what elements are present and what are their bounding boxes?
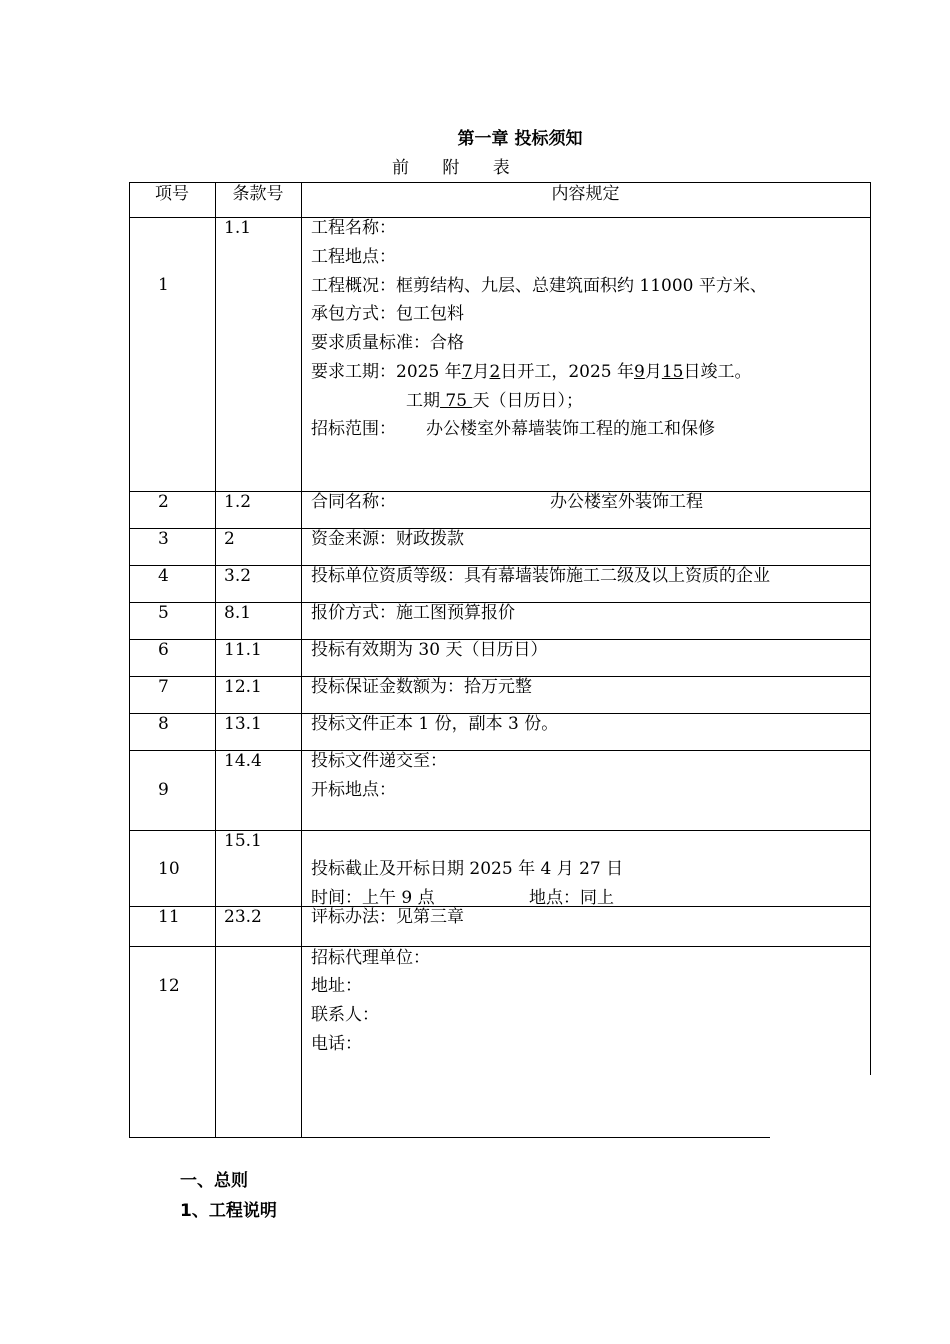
header-content: 内容规定 — [551, 184, 620, 204]
row6-no: 6 — [158, 640, 169, 660]
row1-project-name: 工程名称： — [311, 218, 396, 238]
row2-contract-label: 合同名称： — [311, 492, 396, 512]
row1-scope-label: 招标范围： — [311, 419, 396, 439]
row1-project-location: 工程地点： — [311, 247, 396, 267]
row7-no: 7 — [158, 677, 169, 697]
row9-no: 9 — [158, 780, 169, 800]
row1-quality-standard: 要求质量标准：合格 — [311, 333, 464, 353]
row4-no: 4 — [158, 566, 169, 586]
row10-deadline: 投标截止及开标日期 2025 年 4 月 27 日 — [311, 859, 624, 879]
row7-content: 投标保证金数额为：拾万元整 — [311, 677, 532, 697]
row6-content: 投标有效期为 30 天（日历日） — [311, 640, 548, 660]
row2-no: 2 — [158, 492, 169, 512]
row4-content: 投标单位资质等级：具有幕墙装饰施工二级及以上资质的企业 — [311, 566, 770, 586]
header-clause-no: 条款号 — [232, 184, 284, 204]
row5-clause: 8.1 — [224, 603, 252, 623]
section-project-description: 1、工程说明 — [180, 1201, 277, 1221]
row12-agency: 招标代理单位： — [311, 948, 430, 968]
row10-clause: 15.1 — [224, 831, 262, 851]
row7-clause: 12.1 — [224, 677, 262, 697]
row8-content: 投标文件正本 1 份，副本 3 份。 — [311, 714, 559, 734]
row12-no: 12 — [158, 976, 180, 996]
row9-opening-location: 开标地点： — [311, 780, 396, 800]
chapter-title: 第一章 投标须知 — [457, 129, 583, 149]
row4-clause: 3.2 — [224, 566, 252, 586]
row6-clause: 11.1 — [224, 640, 262, 660]
row1-contract-mode: 承包方式：包工包料 — [311, 304, 464, 324]
row8-clause: 13.1 — [224, 714, 262, 734]
row3-clause: 2 — [224, 529, 235, 549]
row5-content: 报价方式：施工图预算报价 — [311, 603, 515, 623]
row8-no: 8 — [158, 714, 169, 734]
section-general: 一、总则 — [180, 1171, 248, 1191]
row11-content: 评标办法：见第三章 — [311, 907, 464, 927]
row9-clause: 14.4 — [224, 751, 262, 771]
row1-schedule: 要求工期：2025 年7月2日开工，2025 年9月15日竣工。 — [311, 362, 752, 382]
row12-phone: 电话： — [311, 1034, 362, 1054]
row10-place: 地点：同上 — [529, 888, 614, 906]
row1-scope-value: 办公楼室外幕墙装饰工程的施工和保修 — [426, 419, 715, 439]
row3-content: 资金来源：财政拨款 — [311, 529, 464, 549]
row12-address: 地址： — [311, 976, 362, 996]
header-item-no: 项号 — [155, 184, 189, 204]
row10-time: 时间：上午 9 点 — [311, 888, 435, 906]
row2-clause: 1.2 — [224, 492, 252, 512]
row11-clause: 23.2 — [224, 907, 262, 927]
table-subtitle: 前 附 表 — [392, 158, 524, 178]
row11-no: 11 — [158, 907, 180, 927]
row5-no: 5 — [158, 603, 169, 623]
row1-duration: 工期 75 天（日历日）； — [406, 391, 583, 411]
row9-submit-to: 投标文件递交至： — [311, 751, 447, 771]
row3-no: 3 — [158, 529, 169, 549]
row12-contact: 联系人： — [311, 1005, 379, 1025]
row1-project-overview: 工程概况：框剪结构、九层、总建筑面积约 11000 平方米、 — [311, 276, 767, 296]
row1-clause: 1.1 — [224, 218, 252, 238]
row10-no: 10 — [158, 859, 180, 879]
row1-no: 1 — [158, 275, 169, 295]
row2-contract-value: 办公楼室外装饰工程 — [550, 492, 703, 512]
